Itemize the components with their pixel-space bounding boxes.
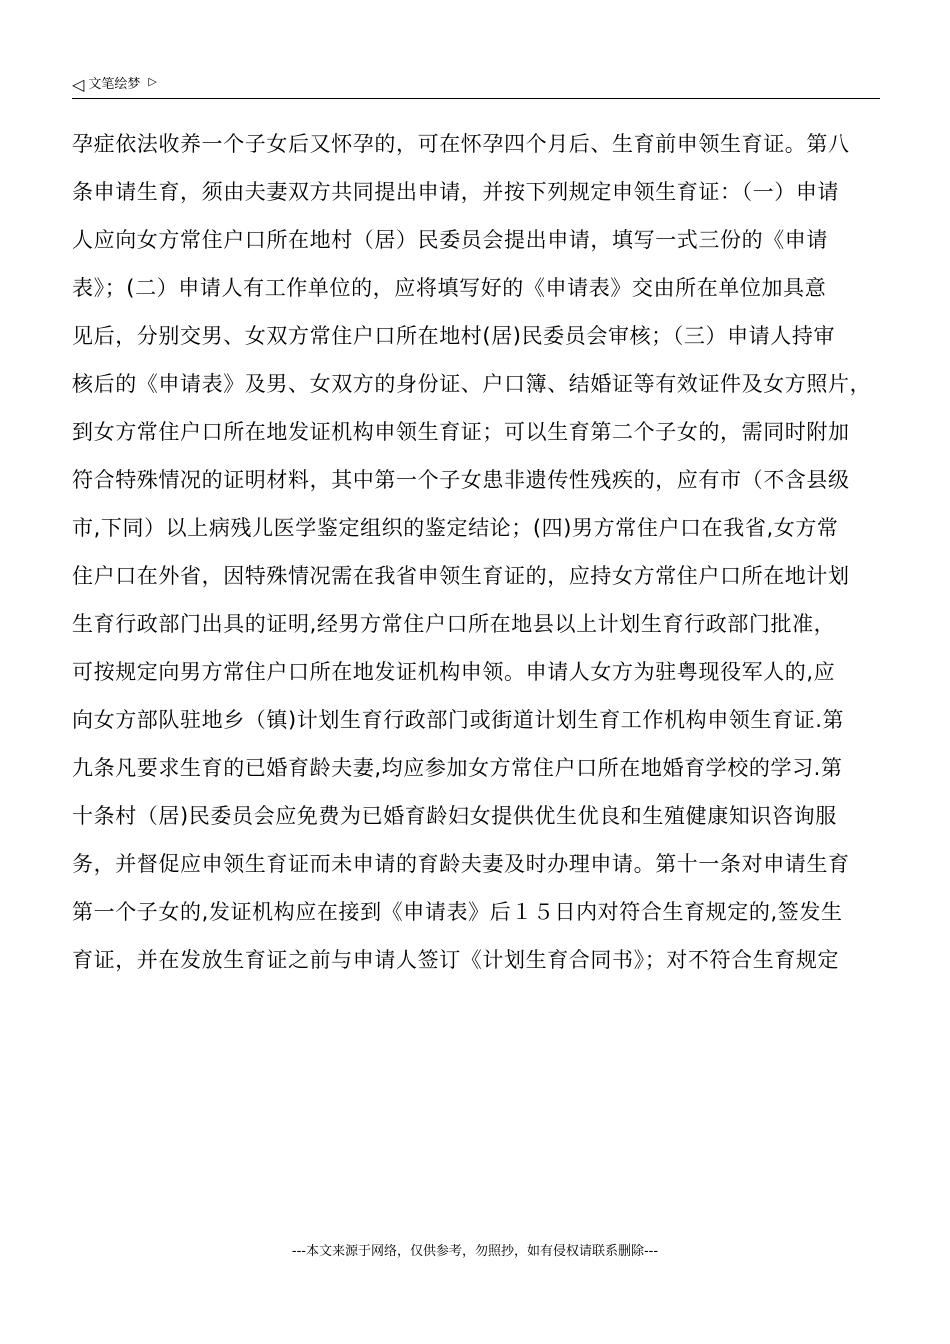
page-footer: ---本文来源于网络，仅供参考，勿照抄，如有侵权请联系删除--- (291, 1244, 659, 1259)
text-line: 人应向女方常住户口所在地村（居）民委员会提出申请，填写一式三份的《申请 (72, 228, 828, 252)
text-line: 务，并督促应申领生育证而未申请的育龄夫妻及时办理申请。第十一条对申请生育 (72, 852, 850, 876)
text-line: 可按规定向男方常住户口所在地发证机构申领。申请人女方为驻粤现役军人的,应 (72, 660, 836, 684)
text-line: 核后的《申请表》及男、女双方的身份证、户口簿、结婚证等有效证件及女方照片， (72, 372, 872, 396)
text-line: 条申请生育，须由夫妻双方共同提出申请，并按下列规定申领生育证：（一）申请 (72, 180, 840, 204)
text-line: 向女方部队驻地乡（镇)计划生育行政部门或街道计划生育工作机构申领生育证.第 (72, 708, 845, 732)
text-line: 到女方常住户口所在地发证机构申领生育证；可以生育第二个子女的，需同时附加 (72, 420, 850, 444)
text-line: 九条凡要求生育的已婚育龄夫妻,均应参加女方常住户口所在地婚育学校的学习.第 (72, 756, 843, 780)
text-line: 住户口在外省，因特殊情况需在我省申领生育证的，应持女方常住户口所在地计划 (72, 564, 850, 588)
header-title: 文笔绘梦 (88, 77, 141, 92)
text-line: 市,下同）以上病残儿医学鉴定组织的鉴定结论；(四)男方常住户口在我省,女方常 (72, 516, 839, 540)
text-line: 育证，并在发放生育证之前与申请人签订《计划生育合同书》；对不符合生育规定 (72, 948, 840, 972)
text-line: 生育行政部门出具的证明,经男方常住户口所在地县以上计划生育行政部门批准， (72, 612, 836, 636)
text-line: 孕症依法收养一个子女后又怀孕的，可在怀孕四个月后、生育前申领生育证。第八 (72, 132, 850, 156)
right-triangle-icon: ▷ (148, 74, 157, 88)
page-header (72, 74, 880, 96)
document-body (72, 120, 890, 984)
left-triangle-icon: ◁ (72, 75, 85, 94)
text-line: 十条村（居)民委员会应免费为已婚育龄妇女提供优生优良和生殖健康知识咨询服 (72, 804, 837, 828)
text-line: 表》；(二）申请人有工作单位的，应将填写好的《申请表》交由所在单位加具意 (72, 276, 827, 300)
header-divider (72, 98, 880, 99)
text-line: 见后，分别交男、女双方常住户口所在地村(居)民委员会审核；（三）申请人持审 (72, 324, 836, 348)
text-line: 第一个子女的,发证机构应在接到《申请表》后１５日内对符合生育规定的,签发生 (72, 900, 843, 924)
text-line: 符合特殊情况的证明材料，其中第一个子女患非遗传性残疾的，应有市（不含县级 (72, 468, 850, 492)
